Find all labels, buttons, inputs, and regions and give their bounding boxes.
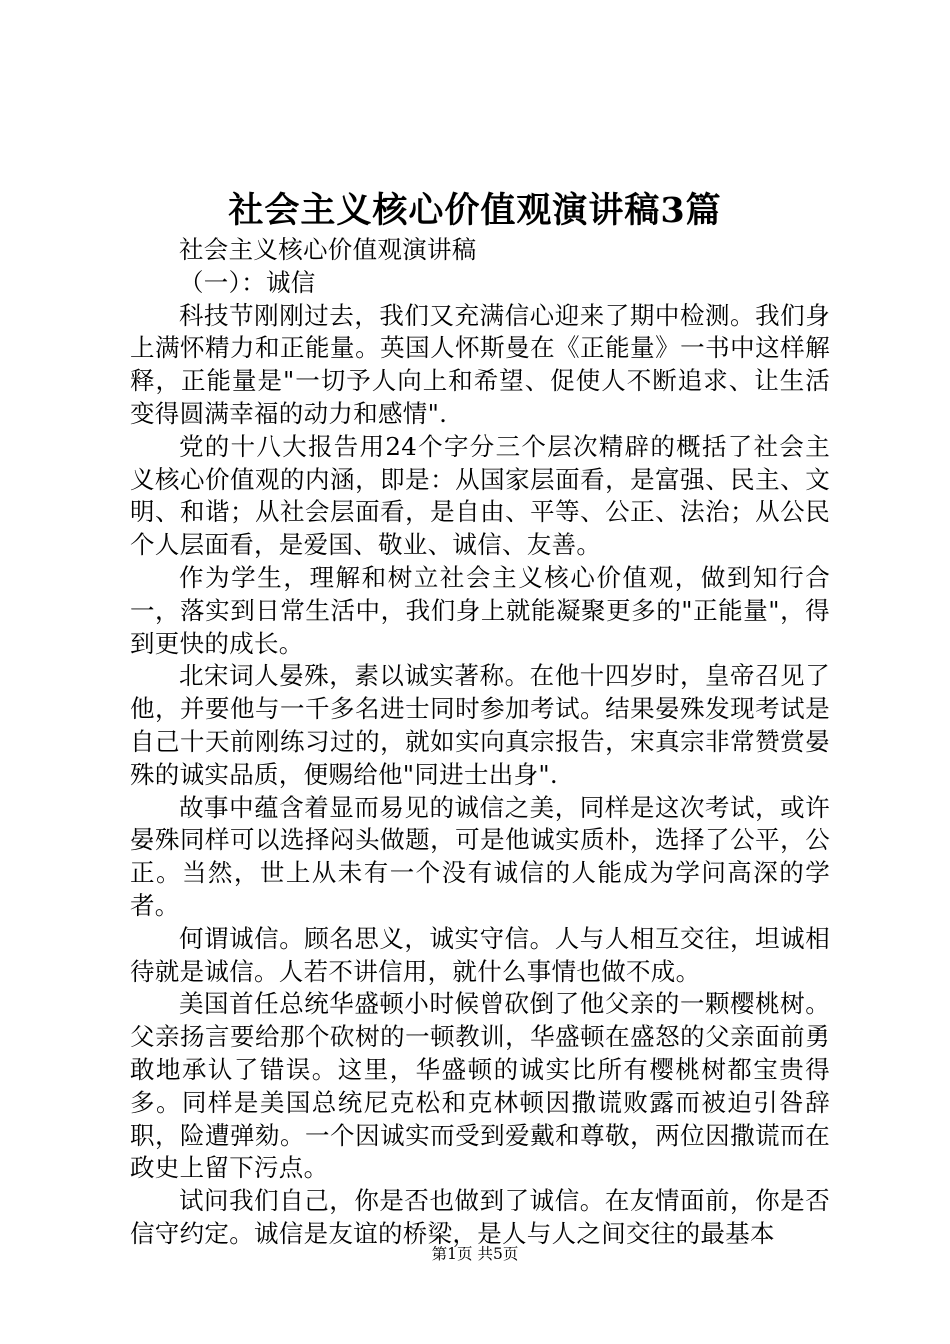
paragraph: 北宋词人晏殊，素以诚实著称。在他十四岁时，皇帝召见了他，并要他与一千多名进士同时参加考试。结果晏殊发现考试是自己十天前刚练习过的，就如实向真宗报告，宋真宗非常赞赏晏殊的诚实品质，便赐给他"同进士出身". bbox=[130, 661, 830, 789]
paragraph: 故事中蕴含着显而易见的诚信之美，同样是这次考试，或许晏殊同样可以选择闷头做题，可是他诚实质朴，选择了公平，公正。当然，世上从未有一个没有诚信的人能成为学问高深的学者。 bbox=[130, 792, 830, 920]
paragraph: 作为学生，理解和树立社会主义核心价值观，做到知行合一，落实到日常生活中，我们身上就能凝聚更多的"正能量"，得到更快的成长。 bbox=[130, 562, 830, 658]
paragraph: 美国首任总统华盛顿小时候曾砍倒了他父亲的一颗樱桃树。父亲扬言要给那个砍树的一顿教训，华盛顿在盛怒的父亲面前勇敢地承认了错误。这里，华盛顿的诚实比所有樱桃树都宝贵得多。同样是美国总统尼克松和克林顿因撒谎败露而被迫引咎辞职，险遭弹劾。一个因诚实而受到爱戴和尊敬，两位因撒谎而在政史上留下污点。 bbox=[130, 989, 830, 1183]
paragraph: 党的十八大报告用24个字分三个层次精辟的概括了社会主义核心价值观的内涵，即是：从国家层面看，是富强、民主、文明、和谐；从社会层面看，是自由、平等、公正、法治；从公民个人层面看，是爱国、敬业、诚信、友善。 bbox=[130, 431, 830, 560]
paragraph: 科技节刚刚过去，我们又充满信心迎来了期中检测。我们身上满怀精力和正能量。英国人怀斯曼在《正能量》一书中这样解释，正能量是"一切予人向上和希望、促使人不断追求、让生活变得圆满幸福的动力和感情". bbox=[130, 300, 830, 428]
document-body bbox=[130, 234, 830, 1251]
paragraph: （一）：诚信 bbox=[179, 267, 316, 297]
page-footer bbox=[0, 1243, 950, 1265]
paragraph: 试问我们自己，你是否也做到了诚信。在友情面前，你是否信守约定。诚信是友谊的桥梁，是人与人之间交往的最基本 bbox=[130, 1186, 830, 1248]
page-number: 第1页 共5页 bbox=[431, 1245, 519, 1263]
paragraph: 社会主义核心价值观演讲稿 bbox=[179, 235, 477, 264]
paragraph: 何谓诚信。顾名思义，诚实守信。人与人相互交往，坦诚相待就是诚信。人若不讲信用，就什么事情也做不成。 bbox=[130, 923, 830, 986]
document-title: 社会主义核心价值观演讲稿3篇 bbox=[228, 190, 722, 231]
